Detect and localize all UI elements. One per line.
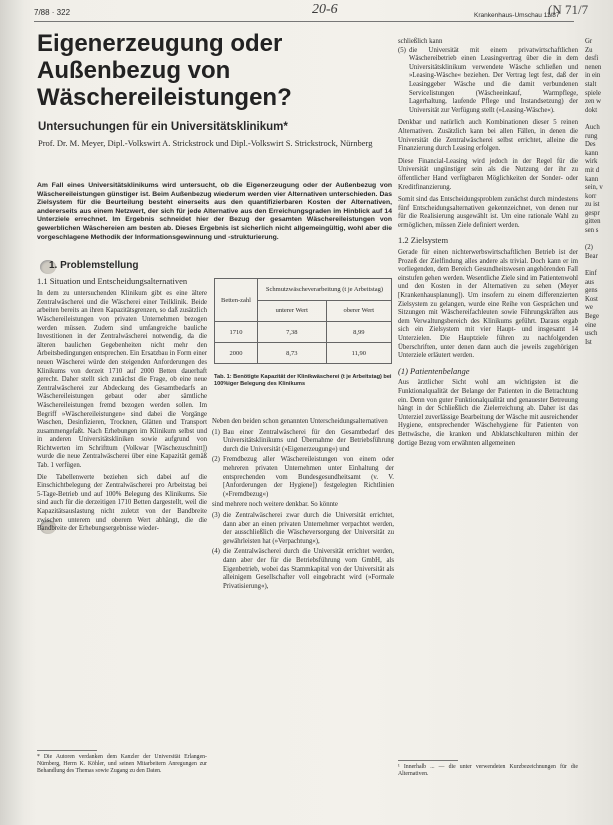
edge-line: zu ist [585,201,600,209]
edge-line [585,261,613,270]
abstract: Am Fall eines Universitätsklinikums wird untersucht, ob die Eigenerzeugung oder der Außenbezug von Wäschereileistungen günstiger ist. Beim Außenbezug wiederum werden vier Alternativen unterschieden. Das Zielsystem für die Beurteilung besteht einerseits aus den quantifizierbaren Kosten der Alternativen, andererseits aus einem Netzwert, der sich für jede Alternative aus den Erreichungsgraden im Hinblick auf 14 Unterziele errechnet. Im Ergebnis schneidet hier der Bezug der gesamten Wäschereileistungen von gewerblichen Wäschereien am besten ab. Dieses Ergebnis ist sicherlich nicht allgemeingültig, wohl aber die vorgeschlagene Methodik der Informationsgewinnung und -strukturierung. [37,182,392,241]
list-item [212,548,394,591]
header-rule [34,21,574,22]
handwritten-note: 20-6 [312,2,338,17]
edge-line: rung [585,132,598,140]
paragraph: Die Tabellenwerte beziehen sich dabei auf die Einschichtbelegung der Zentralwäscherei pro Arbeitstag bei 5-Tage-Betrieb und auf 100% Belegung des Klinikums. Sie sind auch für die derzeitigen 1710 Betten dargestellt, weil die Kapazitätsauslastung nicht zuletzt von der Bandbreite zwischen unterem und oberem Wert abhängt, die die Bandbreite der Erhebungsergebnisse wieder- [37,473,207,533]
edge-line: (2) [585,244,593,252]
list-text: die Zentralwäscherei durch die Universität errichtet werden, dann aber der für die Betriebsführung vom GmbH, als Eigenbetrieb, wobei das Stammkapital von der Universität als alleinigem Gesellschafter voll eingebracht wird (»Formale Privatisierung«), [222,548,394,590]
edge-line: mit d [585,166,600,174]
edge-line: in ein [585,72,601,80]
footnote: ¹ Innerhalb ... — die unter verwendeten Kurzbezeichnungen für die Alternativen. [398,764,578,777]
subsection-heading: 1.1 Situation und Entscheidungsalternativen [37,275,188,286]
table-cell: 1710 [215,322,258,343]
edge-line: nenen [585,63,602,71]
table-cell: 8,73 [258,343,327,364]
edge-line [585,115,613,124]
article-subtitle: Untersuchungen für ein Universitätsklinikum* [38,121,288,133]
table-cell: 11,90 [326,343,391,364]
table-1 [214,278,392,388]
edge-line: zen w [585,98,602,106]
footnote-rule [398,760,458,761]
subsection-heading: 1.2 Zielsystem [398,235,449,246]
edge-line: Ist [585,338,592,346]
section-heading: 1. Problemstellung [49,260,139,271]
edge-line: Auch [585,123,600,131]
paragraph: schließlich kann [398,38,443,45]
list-item [212,512,394,546]
footnote: * Die Autoren verdanken dem Kanzler der Universität Erlangen-Nürnberg, Herrn K. Köhler, und seinen Mitarbeitern Anregungen zur Behandlung des Themas sowie Zugang zu den Daten. [37,754,207,774]
edge-line: Einf [585,270,597,278]
edge-line: stalt [585,80,597,88]
journal-header: Krankenhaus-Umschau 11/87 [474,12,560,19]
list-number: (2) [212,456,220,464]
paragraph: Somit sind das Entscheidungsproblem zunächst durch mindestens fünf Entscheidungsalternativen gekennzeichnet, von denen nur für die Realisierung ausgewählt ist. Um eine rationale Wahl zu ermöglichen, müssen Ziele definiert werden. [398,196,578,229]
edge-line: eine [585,321,597,329]
list-text: Bau einer Zentralwäscherei für den Gesamtbedarf des Universitätsklinikums und Übernahme der Betriebsführung durch die Universität (»Eigenerzeugung«) und [222,428,394,453]
edge-line [585,236,613,245]
page-fold-shadow [0,0,24,825]
edge-line: gitten [585,218,601,226]
paragraph: Neben den beiden schon genannten Unterscheidungsalternativen [212,418,388,425]
edge-line: usch [585,330,598,338]
list-text: Fremdbezug aller Wäschereileistungen von einem oder mehreren privaten Unternehmen unter Einhaltung der entsprechenden vom Bundesgesundheitsamt (v. V. [Anforderungen der Hygiene]) festgelegten Richtlinien (»Fremdbezug«) [222,456,394,498]
footnote-rule [37,750,97,751]
edge-line: wirk [585,158,598,166]
table-cell: 7,38 [258,322,327,343]
edge-line: Des [585,141,596,149]
author-line: Prof. Dr. M. Meyer, Dipl.-Volkswirt A. Strickstrock und Dipl.-Volkswirt S. Strickstrock, Nürnberg [38,138,373,148]
edge-line: desfi [585,55,599,63]
page-label: 7/88 · 322 [34,8,71,17]
left-column [37,262,207,534]
edge-column [585,38,613,347]
right-column [398,38,578,448]
table-header-beds: Betten-zahl [215,279,258,322]
edge-line: korr [585,192,597,200]
edge-line: kann [585,175,599,183]
table-row [215,322,392,343]
edge-line: gespr [585,209,600,217]
list-text: die Zentralwäscherei zwar durch die Universität errichtet, dann aber an einen privaten Unternehmer verpachtet werden, der ausschließlich die Wäscheversorgung der Universität zu gewährleisten hat (»Verpachtung«), [222,511,394,545]
edge-line: kann [585,149,599,157]
list-number: (4) [212,548,220,556]
list-item [212,456,394,499]
list-number: (3) [212,511,220,519]
edge-line: Zu [585,46,593,54]
edge-line: Bege [585,313,599,320]
table-cell: 2000 [215,343,258,364]
edge-line: gens [585,287,598,295]
middle-column [212,418,394,591]
paragraph: Gerade für einen nichterwerbswirtschaftlichen Betrieb ist der Prozeß der Zielfindung alles andere als trivial. Doch kann er im vorliegenden, dem Bereich Gesundheitswesen angehörenden Fall einstufen gehen werden. Wesentliche Ziele sind im Patientenwohl und den Kosten in der Alternativen zu sehen (Meyer [Krankenhausplanung]). Um insofern zu einem differenzierten Zielsystem zu gelangen, wurde eine Reihe von Gesprächen und Sitzungen mit Wäschereifachleuten sowie Führungskräften aus dem Verwaltungsbereich des Klinikums geführt. Daraus ergab sich ein Zielsystem mit vier Haupt- und insgesamt 14 Unterzielen. Die Hauptziele führen zu nachfolgenden Überschriften, unter denen dann auch die jeweils zugehörigen Unterziele erläutert werden. [398,249,578,360]
paragraph: In dem zu untersuchenden Klinikum gibt es eine ältere Zentralwäscherei und die Wäscherei einer Teilklinik. Beide arbeiten bereits an ihren Kapazitätsgrenzen, so daß zusätzlich Wäschereileistungen von privaten Unternehmen bezogen werden müssen. Zudem sind umfangreiche bauliche Investitionen in der Zentralwäscherei notwendig, da die älteren baulichen Gegebenheiten nicht mehr den Arbeitsbedingungen entsprechen. Ein Ersatzbau in Form einer neuen Wäscherei würde den steigenden Anforderungen des Klinikums von derzeit 1710 auf 2000 Betten dauerhaft gerecht. Daher stellt sich zunächst die Frage, ob eine neue Zentralwäscherei zur Abdeckung des Gesamtbedarfs an Wäschereileistungen gebaut oder aber sämtliche Wäschereileistungen fremd bezogen werden sollen. Im Begriff »Wäschereileistungen« sind dabei die Vorgänge Waschen, Desinfizieren, Trocknen, Glätten und Transport zusammengefaßt. Nach Erhebungen im Klinikum selbst und in anderen Universitätskliniken sowie aufgrund von Richtwerten im Schrifttum (Volkwar [Wäschezuschnitt]) wurde die neue Zentralwäscherei über eine Kapazität gemäß Tab. 1 verfügen. [37,290,207,470]
paragraph: sind mehrere noch weitere denkbar. So könnte [212,501,338,509]
paragraph: Diese Financial-Leasing wird jedoch in der Regel für die Universität ungünstiger sein als die Nutzung der ihr zu öffentlicher Hand verfügbaren Möglichkeiten der Sonder- oder Kreditfinanzierung. [398,157,578,191]
paragraph: Aus ärztlicher Sicht wohl am wichtigsten ist die Funktionalqualität der Belange der Patienten in die Betrachtung ein. Denn von guter Funktionalqualität und genauester Betreuung hängt in der Schließlich die Zielerreichung ab. Daher ist das Unterziel zuverlässige Bearbeitung der Wäsche mit ausreichender Hygiene, entsprechender Wäschehygiene für Patienten von Bettwäsche, die kranken und Abklatschkulturen mithin der dortige Bezug vom erwähnten allgemeinen [398,379,578,447]
edge-line: dokt [585,106,598,114]
edge-line: Bear [585,252,598,260]
edge-line: sein, v [585,184,603,192]
edge-line: Gr [585,38,593,45]
archive-stamp: (N 71/7 [548,2,589,17]
list-item [398,47,578,116]
edge-line: we [585,304,593,312]
subsection-heading: (1) Patientenbelange [398,365,470,376]
edge-line: sen s [585,227,599,235]
table-header-low: unterer Wert [258,300,327,322]
table-header-high: oberer Wert [326,300,391,322]
table-header-group: Schmutzwäscheverarbeitung (t je Arbeitstag) [258,279,392,301]
article-title: Eigenerzeugung oder Außenbezug von Wäschereileistungen? [37,30,292,111]
edge-line: Kost [585,295,598,303]
edge-line: spiele [585,89,601,97]
table-row [215,343,392,364]
list-item [212,429,394,455]
list-number: (1) [212,428,220,436]
table-caption: Tab. 1: Benötigte Kapazität der Klinikwäscherei (t je Arbeitstag) bei 100%iger Belegung des Klinikums [214,374,392,387]
edge-line: aus [585,278,595,286]
list-number: (5) [398,46,406,54]
paragraph: Denkbar und natürlich auch Kombinationen dieser 5 reinen Alternativen. Zusätzlich kann bei allen Fällen, in denen die Universität die Zentralwäscherei selbst errichtet, alleine die Finanzierung durch Leasing erfolgen. [398,119,578,153]
table-cell: 8,99 [326,322,391,343]
list-text: die Universität mit einem privatwirtschaftlichen Wäschereibetrieb einen Leasingvertrag über die in dem Universitätsklinikum verwendete Wäsche schließen und »Leasing-Wäsche« beziehen. Der Vertrag legt fest, daß der Leasinggeber Wäsche und die damit verbundenen Servicelistungen (Wäscheeinkauf, Warmpflege, Lagerhaltung, laufende Pflege und Instandsetzung) der Universität zur Verfügung stellt (»Leasing-Wäsche«). [408,46,578,114]
